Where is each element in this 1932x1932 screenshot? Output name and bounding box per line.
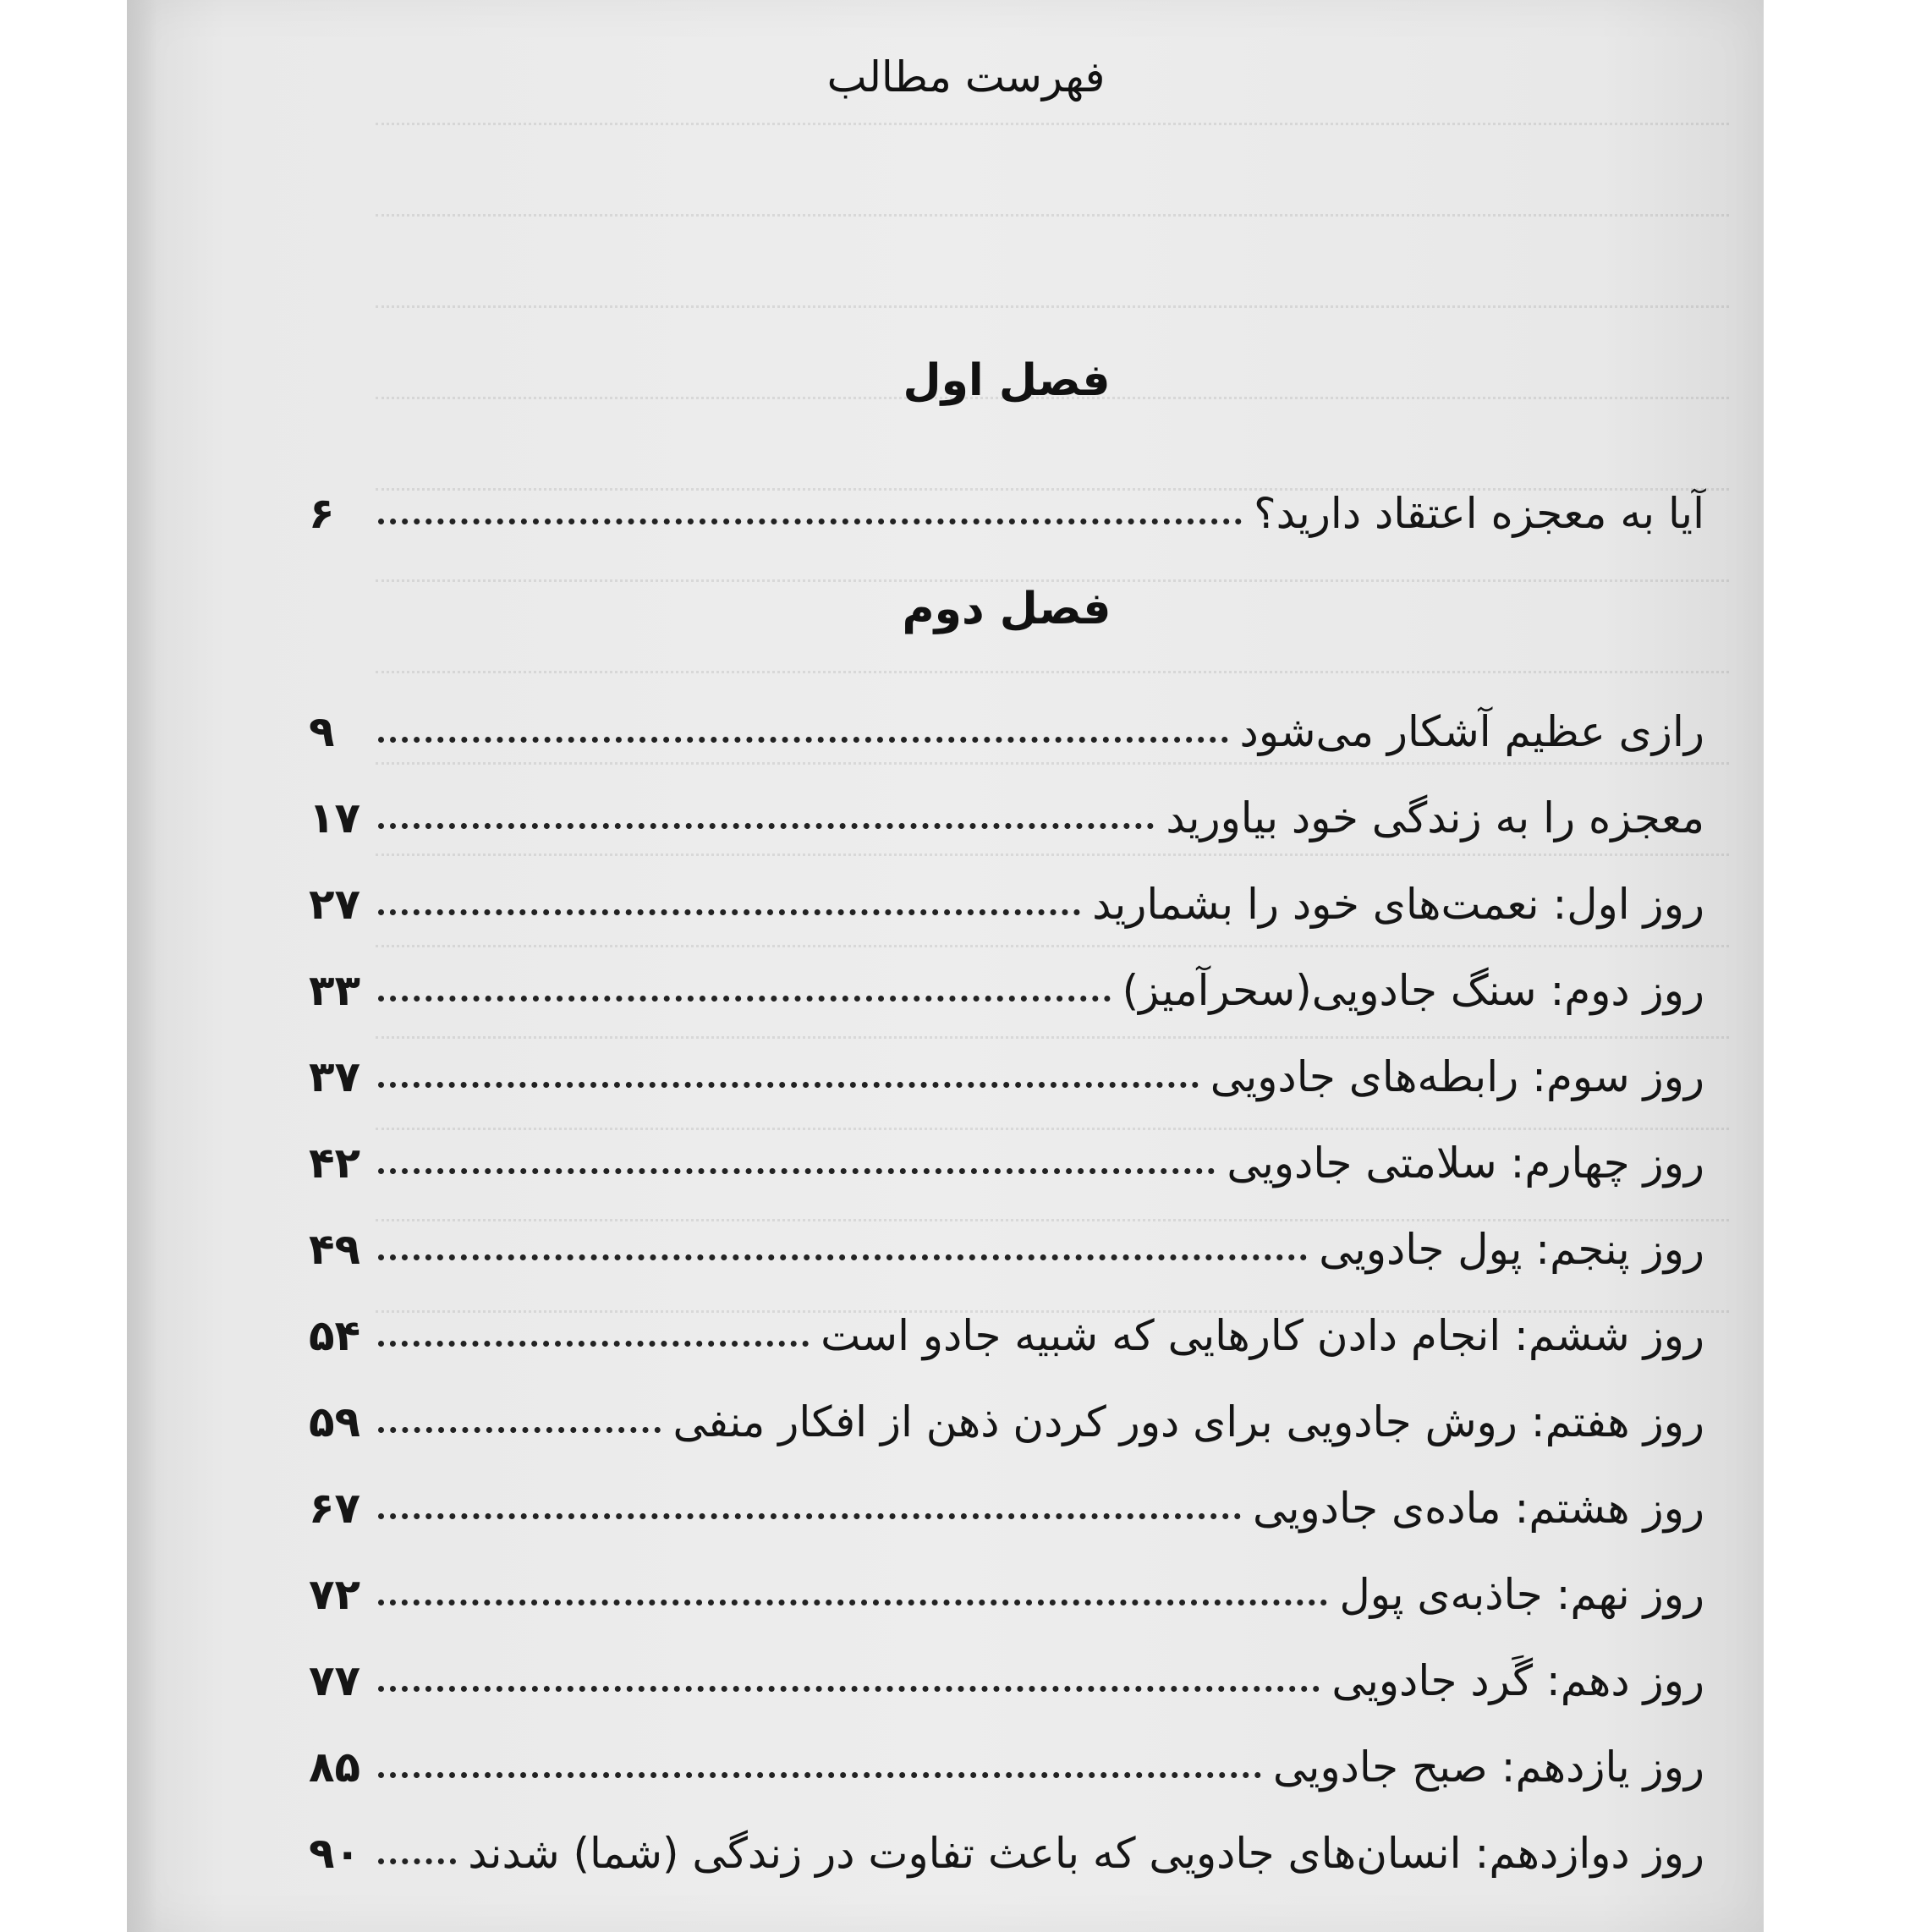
toc-entry-page: ۶	[309, 489, 335, 538]
toc-entry-page: ۹۰	[309, 1829, 361, 1878]
toc-entry-page: ۴۹	[309, 1225, 361, 1274]
toc-entry-title: روز پنجم: پول جادویی	[1319, 1225, 1704, 1274]
toc-entry	[309, 864, 1704, 932]
toc-entry-page: ۸۵	[309, 1743, 361, 1792]
dot-leader	[378, 996, 1111, 1002]
toc-entry	[309, 1555, 1704, 1622]
dot-leader	[378, 823, 1154, 829]
dot-leader	[378, 1082, 1199, 1088]
dot-leader	[378, 1168, 1215, 1174]
toc-entry-page: ۴۲	[309, 1139, 361, 1188]
toc-entry	[309, 1382, 1704, 1450]
toc-entry-title: رازی عظیم آشکار می‌شود	[1239, 707, 1704, 756]
toc-entry-page: ۲۷	[309, 880, 361, 929]
toc-entry-page: ۳۷	[309, 1052, 361, 1101]
dot-leader	[378, 737, 1228, 743]
toc-entry	[309, 778, 1704, 846]
toc-entry-page: ۵۹	[309, 1397, 361, 1446]
toc-entry	[309, 692, 1704, 760]
toc-entry-title: روز هشتم: ماده‌ی جادویی	[1252, 1484, 1704, 1533]
dot-leader	[378, 519, 1242, 524]
toc-entry-title: روز یازدهم: صبح جادویی	[1272, 1743, 1704, 1792]
toc-entry	[309, 1296, 1704, 1364]
toc-entry-page: ۶۷	[309, 1484, 361, 1533]
toc-entry-page: ۷۲	[309, 1570, 361, 1619]
toc-entry	[309, 1210, 1704, 1277]
toc-entry	[309, 1727, 1704, 1795]
toc-entry-title: روز دهم: گَرد جادویی	[1331, 1656, 1704, 1705]
dot-leader	[378, 1686, 1320, 1692]
toc-entry-page: ۹	[309, 707, 335, 756]
toc-entry	[309, 1641, 1704, 1709]
toc-entry-title: روز هفتم: روش جادویی برای دور کردن ذهن از افکار منفی	[672, 1397, 1704, 1446]
toc-entry-page: ۱۷	[309, 793, 361, 843]
dot-leader	[378, 1254, 1307, 1260]
toc-entry-title: معجزه را به زندگی خود بیاورید	[1166, 793, 1704, 843]
dot-leader	[378, 909, 1080, 915]
toc-entry	[309, 1468, 1704, 1536]
dot-leader	[378, 1513, 1241, 1519]
toc-entry-title: روز چهارم: سلامتی جادویی	[1227, 1139, 1704, 1188]
toc-entry-title: روز نهم: جاذبه‌ی پول	[1339, 1570, 1704, 1619]
toc-entry-title: روز سوم: رابطه‌های جادویی	[1210, 1052, 1704, 1101]
dot-leader	[378, 1772, 1261, 1778]
toc-entry	[309, 474, 1704, 541]
toc-entry-title: روز اول: نعمت‌های خود را بشمارید	[1092, 880, 1704, 929]
toc-entry-title: آیا به معجزه اعتقاد دارید؟	[1254, 489, 1704, 538]
dot-leader	[378, 1341, 809, 1347]
chapter-heading-1: فصل اول	[903, 355, 1111, 406]
toc-entry	[309, 1037, 1704, 1105]
toc-entry-page: ۳۳	[309, 966, 361, 1015]
toc-entry-page: ۵۴	[309, 1311, 361, 1360]
dot-leader	[378, 1858, 456, 1864]
chapter-heading-2: فصل دوم	[902, 584, 1111, 634]
page-edge-shadow	[127, 0, 157, 1932]
toc-entry	[309, 1814, 1704, 1881]
page-title: فهرست مطالب	[826, 52, 1106, 102]
dot-leader	[378, 1427, 661, 1433]
toc-entry-page: ۷۷	[309, 1656, 361, 1705]
toc-entry	[309, 1123, 1704, 1191]
toc-entry-title: روز ششم: انجام دادن کارهایی که شبیه جادو است	[821, 1311, 1704, 1360]
dot-leader	[378, 1600, 1327, 1605]
toc-entry	[309, 951, 1704, 1018]
toc-entry-title: روز دوم: سنگ جادویی(سحرآمیز)	[1122, 966, 1704, 1015]
toc-entry-title: روز دوازدهم: انسان‌های جادویی که باعث تفاوت در زندگی (شما) شدند	[468, 1829, 1704, 1878]
